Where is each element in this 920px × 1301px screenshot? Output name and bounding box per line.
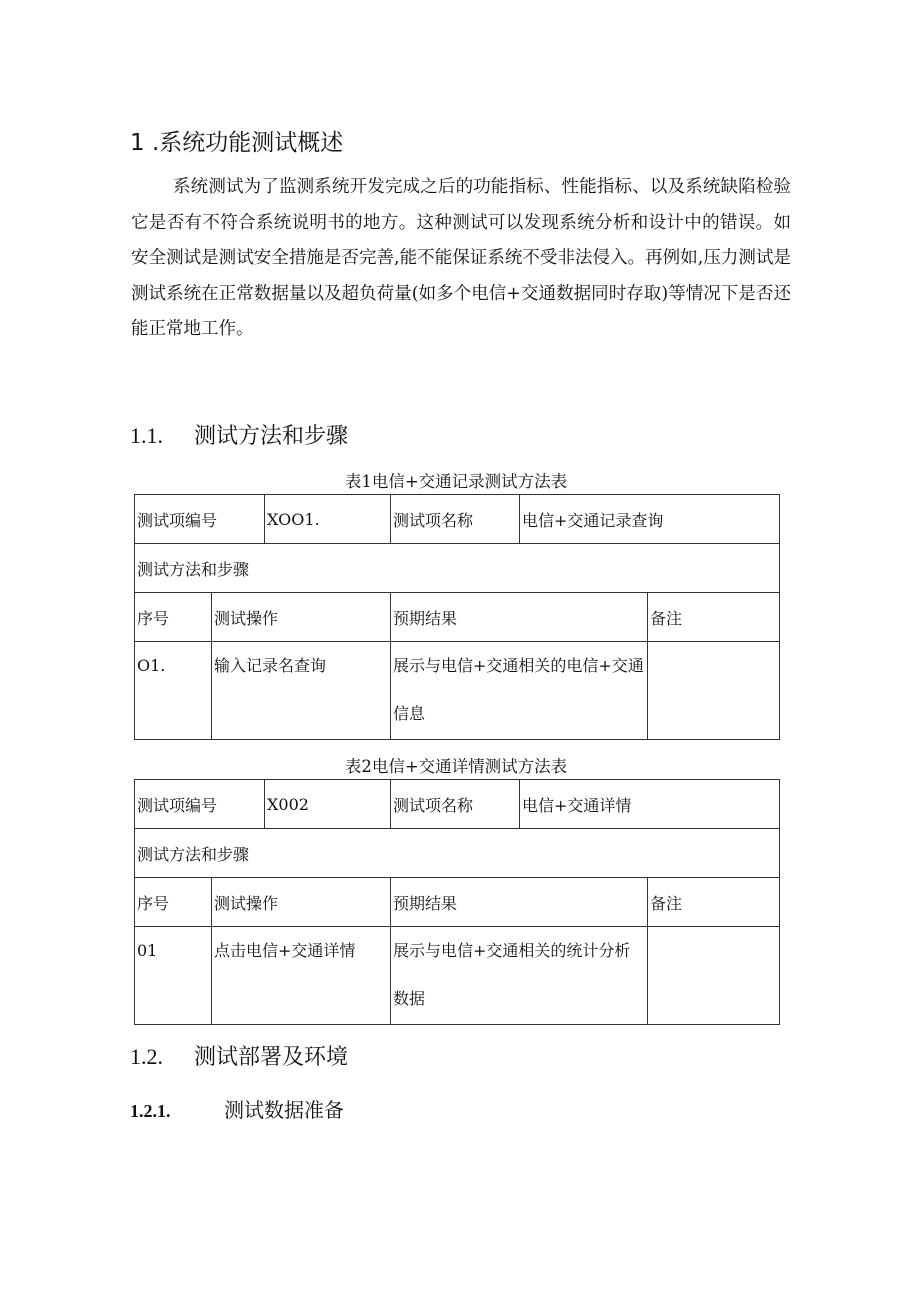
table-cell: X002: [265, 780, 391, 829]
table-cell: O1.: [135, 642, 212, 740]
table-row: [135, 927, 780, 1025]
table-cell: 测试方法和步骤: [135, 544, 780, 593]
table-cell: [648, 927, 780, 1025]
table2-caption: 表2电信+交通详情测试方法表: [344, 757, 568, 776]
table-cell: 电信+交通记录查询: [520, 495, 780, 544]
table-cell: 备注: [648, 878, 780, 927]
table-cell: XOO1.: [265, 495, 391, 544]
table-cell: 点击电信+交通详情: [212, 927, 391, 1025]
section-number: 1.2.1.: [130, 1101, 171, 1121]
table-cell: 预期结果: [391, 593, 648, 642]
section-title: 测试部署及环境: [194, 1045, 349, 1070]
table-row: [135, 878, 780, 927]
table-cell: 输入记录名查询: [212, 642, 391, 740]
table-cell: 备注: [648, 593, 780, 642]
table1: [134, 494, 780, 740]
table-row: [135, 642, 780, 740]
section-number: 1.1.: [130, 423, 163, 448]
table-cell: 序号: [135, 878, 212, 927]
section-title: 测试方法和步骤: [194, 424, 349, 449]
table-cell: 预期结果: [391, 878, 648, 927]
section-title: 测试数据准备: [224, 1098, 344, 1122]
heading-test-data-prep: [130, 1094, 344, 1123]
table-cell: 测试操作: [212, 878, 391, 927]
table-cell: 01: [135, 927, 212, 1025]
heading-system-function-test: 1 .系统功能测试概述: [130, 130, 344, 156]
table-row: [135, 544, 780, 593]
table-cell: 测试方法和步骤: [135, 829, 780, 878]
table-cell: [648, 642, 780, 740]
table-cell: 测试项名称: [391, 780, 520, 829]
section-number: 1.2.: [130, 1044, 163, 1069]
table-row: [135, 593, 780, 642]
table-cell: 测试项编号: [135, 495, 265, 544]
table-cell: 序号: [135, 593, 212, 642]
table-row: [135, 829, 780, 878]
table-cell: 测试项编号: [135, 780, 265, 829]
table-cell: 测试操作: [212, 593, 391, 642]
table-row: [135, 495, 780, 544]
table-row: [135, 780, 780, 829]
heading-test-methods: [130, 419, 348, 450]
table-cell: 展示与电信+交通相关的电信+交通信息: [391, 642, 648, 740]
table1-caption: 表1电信+交通记录测试方法表: [344, 472, 568, 491]
intro-paragraph: 系统测试为了监测系统开发完成之后的功能指标、性能指标、以及系统缺陷检验它是否有不符合系统说明书的地方。这种测试可以发现系统分析和设计中的错误。如安全测试是测试安全措施是否完善,能不能保证系统不受非法侵入。再例如,压力测试是测试系统在正常数据量以及超负荷量(如多个电信+交通数据同时存取)等情况下是否还能正常地工作。: [131, 177, 791, 339]
table2: [134, 779, 780, 1025]
table-cell: 测试项名称: [391, 495, 520, 544]
table-cell: 展示与电信+交通相关的统计分析数据: [391, 927, 648, 1025]
heading-test-deployment: [130, 1040, 348, 1071]
table-cell: 电信+交通详情: [520, 780, 780, 829]
